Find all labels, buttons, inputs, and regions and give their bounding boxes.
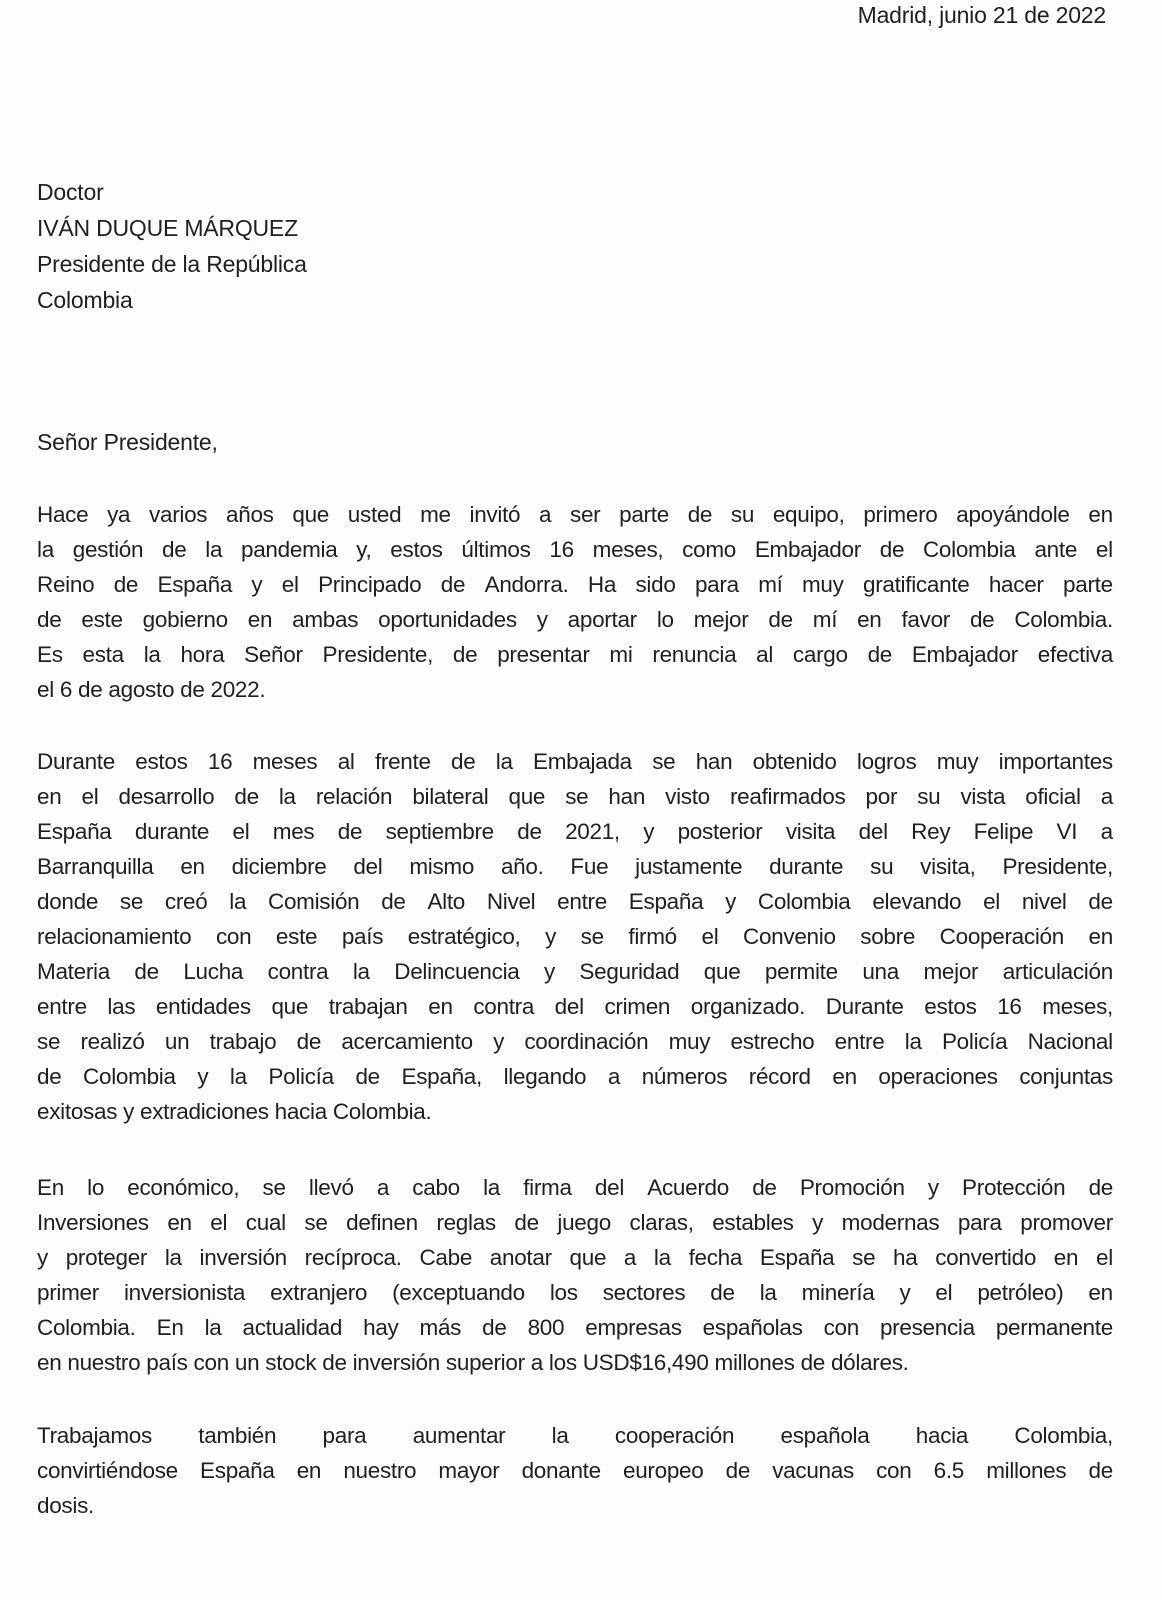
- recipient-country: Colombia: [37, 287, 133, 313]
- salutation: Señor Presidente,: [37, 429, 218, 455]
- paragraph-line: España durante el mes de septiembre de 2021, y posterior visita del Rey Felipe VI a: [37, 819, 1113, 844]
- paragraph-line: En lo económico, se llevó a cabo la firma del Acuerdo de Promoción y Protección de: [37, 1175, 1113, 1200]
- paragraph-cooperation: [37, 1418, 1113, 1523]
- paragraph-line: primer inversionista extranjero (exceptuando los sectores de la minería y el petróleo) en: [37, 1280, 1113, 1305]
- recipient-title: Doctor: [37, 179, 104, 205]
- recipient-position: Presidente de la República: [37, 251, 307, 277]
- paragraph-line: Durante estos 16 meses al frente de la Embajada se han obtenido logros muy importantes: [37, 749, 1113, 774]
- paragraph-economic: [37, 1170, 1113, 1380]
- paragraph-line: Colombia. En la actualidad hay más de 800 empresas españolas con presencia permanente: [37, 1315, 1113, 1340]
- paragraph-line: y proteger la inversión recíproca. Cabe anotar que a la fecha España se ha convertido en el: [37, 1245, 1113, 1270]
- letter-date: Madrid, junio 21 de 2022: [857, 2, 1106, 28]
- paragraph-line: se realizó un trabajo de acercamiento y coordinación muy estrecho entre la Policía Nacional: [37, 1029, 1113, 1054]
- paragraph-line: donde se creó la Comisión de Alto Nivel entre España y Colombia elevando el nivel de: [37, 889, 1113, 914]
- paragraph-line: la gestión de la pandemia y, estos últimos 16 meses, como Embajador de Colombia ante el: [37, 537, 1113, 562]
- paragraph-line: Es esta la hora Señor Presidente, de presentar mi renuncia al cargo de Embajador efectiva: [37, 642, 1113, 667]
- paragraph-line: de este gobierno en ambas oportunidades y aportar lo mejor de mí en favor de Colombia.: [37, 607, 1113, 632]
- recipient-name: IVÁN DUQUE MÁRQUEZ: [37, 215, 298, 241]
- paragraph-resignation: [37, 497, 1113, 707]
- paragraph-line: exitosas y extradiciones hacia Colombia.: [37, 1099, 432, 1124]
- paragraph-line: Hace ya varios años que usted me invitó a ser parte de su equipo, primero apoyándole en: [37, 502, 1113, 527]
- paragraph-line: de Colombia y la Policía de España, llegando a números récord en operaciones conjuntas: [37, 1064, 1113, 1089]
- paragraph-line: Inversiones en el cual se definen reglas de juego claras, estables y modernas para promover: [37, 1210, 1113, 1235]
- paragraph-line: Reino de España y el Principado de Andorra. Ha sido para mí muy gratificante hacer parte: [37, 572, 1113, 597]
- paragraph-line: en nuestro país con un stock de inversión superior a los USD$16,490 millones de dólares.: [37, 1350, 909, 1375]
- paragraph-line: dosis.: [37, 1493, 94, 1518]
- paragraph-line: el 6 de agosto de 2022.: [37, 677, 266, 702]
- paragraph-line: relacionamiento con este país estratégico, y se firmó el Convenio sobre Cooperación en: [37, 924, 1113, 949]
- paragraph-line: Barranquilla en diciembre del mismo año. Fue justamente durante su visita, Presidente,: [37, 854, 1113, 879]
- recipient-block: [37, 174, 307, 318]
- paragraph-line: Materia de Lucha contra la Delincuencia y Seguridad que permite una mejor articulación: [37, 959, 1113, 984]
- paragraph-line: convirtiéndose España en nuestro mayor donante europeo de vacunas con 6.5 millones de: [37, 1458, 1113, 1483]
- paragraph-line: en el desarrollo de la relación bilateral que se han visto reafirmados por su vista oficial a: [37, 784, 1113, 809]
- paragraph-bilateral-achievements: [37, 744, 1113, 1129]
- paragraph-line: Trabajamos también para aumentar la cooperación española hacia Colombia,: [37, 1423, 1113, 1448]
- paragraph-line: entre las entidades que trabajan en contra del crimen organizado. Durante estos 16 meses,: [37, 994, 1113, 1019]
